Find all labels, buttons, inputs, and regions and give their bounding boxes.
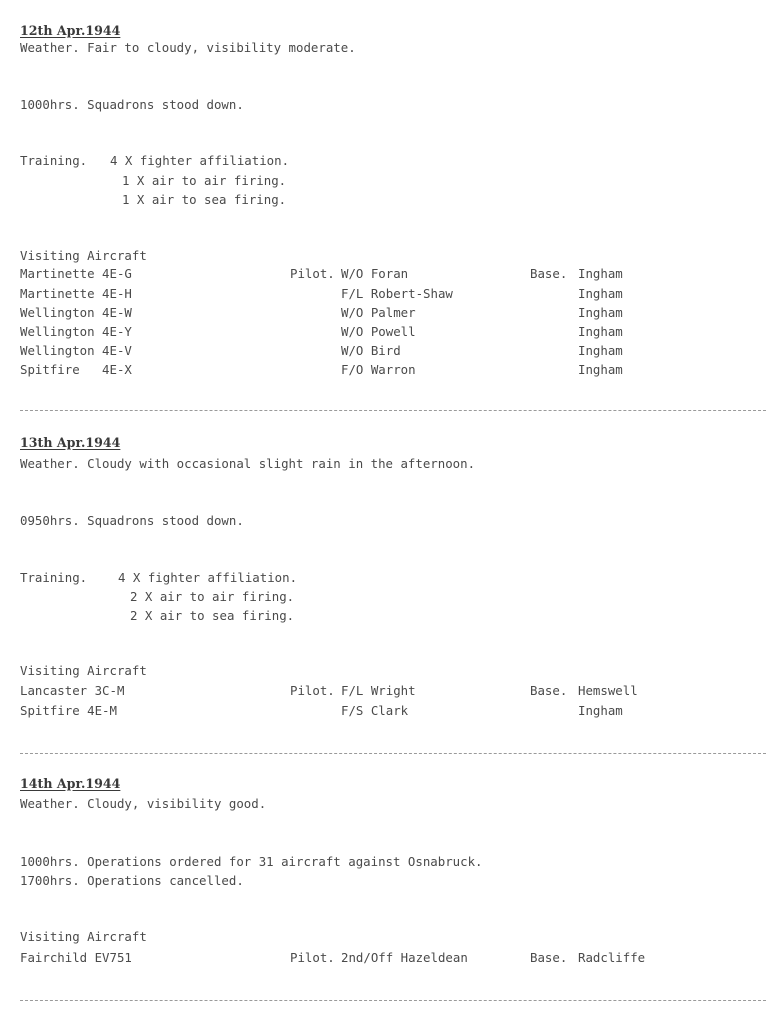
training-item: 1 X air to air firing. [122, 173, 287, 188]
visiting-aircraft-heading: Visiting Aircraft [20, 663, 147, 678]
pilot-name: F/O Warron [341, 362, 416, 377]
pilot-label: Pilot. [290, 950, 335, 965]
event-line: 1000hrs. Operations ordered for 31 aircraft against Osnabruck. [20, 854, 483, 869]
section-divider [20, 1000, 766, 1001]
weather-line: Weather. Fair to cloudy, visibility moderate. [20, 40, 356, 55]
training-item: 4 X fighter affiliation. [118, 570, 298, 585]
base-label: Base. [530, 683, 568, 698]
training-label: Training. [20, 570, 88, 585]
event-line: 1000hrs. Squadrons stood down. [20, 97, 244, 112]
base-label: Base. [530, 950, 568, 965]
aircraft-name: Lancaster 3C-M [20, 683, 125, 698]
training-item: 2 X air to air firing. [130, 589, 295, 604]
aircraft-name: Martinette 4E-G [20, 266, 132, 281]
base-name: Ingham [578, 305, 623, 320]
base-name: Ingham [578, 266, 623, 281]
visiting-aircraft-heading: Visiting Aircraft [20, 248, 147, 263]
event-line: 1700hrs. Operations cancelled. [20, 873, 244, 888]
aircraft-name: Fairchild EV751 [20, 950, 132, 965]
pilot-name: W/O Bird [341, 343, 401, 358]
base-name: Radcliffe [578, 950, 646, 965]
aircraft-name: Wellington 4E-Y [20, 324, 132, 339]
section-divider [20, 753, 766, 754]
base-name: Ingham [578, 362, 623, 377]
pilot-name: W/O Powell [341, 324, 416, 339]
pilot-name: W/O Foran [341, 266, 409, 281]
training-item: 2 X air to sea firing. [130, 608, 295, 623]
pilot-name: W/O Palmer [341, 305, 416, 320]
base-label: Base. [530, 266, 568, 281]
section-divider [20, 410, 766, 411]
aircraft-name: Wellington 4E-V [20, 343, 132, 358]
base-name: Ingham [578, 324, 623, 339]
weather-line: Weather. Cloudy, visibility good. [20, 796, 267, 811]
event-line: 0950hrs. Squadrons stood down. [20, 513, 244, 528]
pilot-name: F/L Robert-Shaw [341, 286, 453, 301]
base-name: Ingham [578, 286, 623, 301]
visiting-aircraft-heading: Visiting Aircraft [20, 929, 147, 944]
training-item: 4 X fighter affiliation. [110, 153, 290, 168]
training-label: Training. [20, 153, 88, 168]
aircraft-name: Wellington 4E-W [20, 305, 132, 320]
training-item: 1 X air to sea firing. [122, 192, 287, 207]
pilot-label: Pilot. [290, 683, 335, 698]
pilot-name: F/S Clark [341, 703, 409, 718]
pilot-name: 2nd/Off Hazeldean [341, 950, 468, 965]
aircraft-name: Spitfire 4E-M [20, 703, 117, 718]
entry-date: 12th Apr.1944 [20, 23, 121, 38]
entry-date: 13th Apr.1944 [20, 435, 121, 450]
base-name: Hemswell [578, 683, 638, 698]
pilot-name: F/L Wright [341, 683, 416, 698]
aircraft-name: Martinette 4E-H [20, 286, 132, 301]
pilot-label: Pilot. [290, 266, 335, 281]
entry-date: 14th Apr.1944 [20, 776, 121, 791]
base-name: Ingham [578, 343, 623, 358]
aircraft-name: Spitfire 4E-X [20, 362, 132, 377]
base-name: Ingham [578, 703, 623, 718]
weather-line: Weather. Cloudy with occasional slight rain in the afternoon. [20, 456, 476, 471]
